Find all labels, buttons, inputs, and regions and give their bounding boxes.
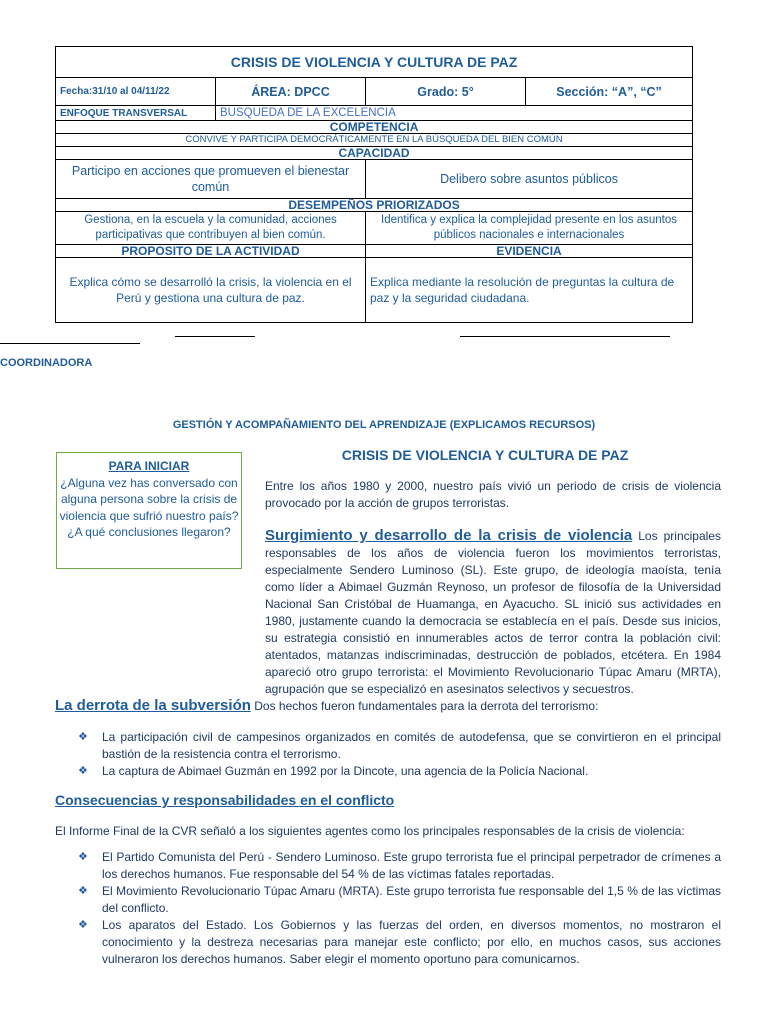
diamond-bullet-icon: ❖: [78, 851, 88, 863]
section-heading: GESTIÓN Y ACOMPAÑAMIENTO DEL APRENDIZAJE (EXPLICAMOS RECURSOS): [172, 419, 596, 431]
list-item: ❖ La participación civil de campesinos organizados en comités de autodefensa, que se convirtieron en el principal bastión de la resistencia contra el terrorismo.: [78, 730, 721, 761]
signature-line-left: [0, 343, 140, 344]
proposito-label: PROPOSITO DE LA ACTIVIDAD: [56, 245, 366, 258]
fecha-cell: Fecha:31/10 al 04/11/22: [56, 78, 216, 106]
consecuencias-intro: El Informe Final de la CVR señaló a los siguientes agentes como los principales responsables de la crisis de violencia:: [55, 824, 685, 838]
evidencia-label: EVIDENCIA: [366, 245, 693, 258]
list-item: ❖ El Partido Comunista del Perú - Sendero Luminoso. Este grupo terrorista fue el principal perpetrador de crímenes a los derechos humanos. Fue responsable del 54 % de las víctimas fatales reportadas.: [78, 850, 721, 881]
grado-cell: Grado: 5°: [366, 78, 526, 106]
enfoque-value: BUSQUEDA DE LA EXCELENCIA: [216, 106, 693, 121]
diamond-bullet-icon: ❖: [78, 731, 88, 743]
list-item: ❖ El Movimiento Revolucionario Túpac Amaru (MRTA). Este grupo terrorista fue responsable del 1,5 % de las víctimas del conflicto.: [78, 884, 721, 915]
capacidad-2: Delibero sobre asuntos públicos: [366, 160, 693, 199]
derrota-list: [55, 729, 721, 780]
agentes-list: [55, 849, 721, 968]
area-cell: ÁREA: DPCC: [216, 78, 366, 106]
intro-paragraph: Entre los años 1980 y 2000, nuestro país vivió un periodo de crisis de violencia provocado por la acción de grupos terroristas.: [265, 479, 721, 510]
surgimiento-title: Surgimiento y desarrollo de la crisis de violencia: [265, 527, 633, 544]
capacidad-1: Participo en acciones que promueven el bienestar común: [56, 160, 366, 199]
surgimiento-text: Los principales responsables de los años de violencia fueron los movimientos terroristas, especialmente Sendero Luminoso (SL). Este grupo, de ideología maoísta, tenía como líder a Abimael Guzmán Reynoso, un profesor de filosofía de la Universidad Nacional San Cristóbal de Huamanga, en Ayacucho. SL inició sus actividades en 1980, justamente cuando la democracia se establecía en el país. Desde sus inicios, su estrategia consistió en innumerables actos de terror contra la población civil: atentados, matanzas indiscriminadas, destrucción de poblados, etcétera. En 1984 apareció otro grupo terrorista: el Movimiento Revolucionario Túpac Amaru (MRTA), agrupación que se especializó en asesinatos selectivos y secuestros.: [265, 529, 721, 696]
diamond-bullet-icon: ❖: [78, 765, 88, 777]
para-iniciar-question: ¿Alguna vez has conversado con alguna persona sobre la crisis de violencia que sufrió nuestro país? ¿A qué conclusiones llegaron?: [59, 475, 239, 539]
derrota-text: Dos hechos fueron fundamentales para la derrota del terrorismo:: [250, 699, 599, 713]
capacidad-label: CAPACIDAD: [56, 147, 693, 160]
activity-info-table: [55, 46, 693, 323]
surgimiento-paragraph: [55, 527, 721, 698]
diamond-bullet-icon: ❖: [78, 919, 88, 931]
para-iniciar-heading: PARA INICIAR: [108, 459, 190, 473]
evidencia-value: Explica mediante la resolución de preguntas la cultura de paz y la seguridad ciudadana.: [366, 258, 693, 323]
list-item: ❖ Los aparatos del Estado. Los Gobiernos y las fuerzas del orden, en diversos momentos, no mostraron el conocimiento y la destreza necesarias para manejar este conflicto; por ello, en muchos casos, sus acciones vulneraron los derechos humanos. Saber elegir el momento oportuno para comunicarnos.: [78, 918, 721, 966]
diamond-bullet-icon: ❖: [78, 885, 88, 897]
desempeno-1: Gestiona, en la escuela y la comunidad, acciones participativas que contribuyen al bien común.: [56, 212, 366, 245]
list-item: ❖ La captura de Abimael Guzmán en 1992 por la Dincote, una agencia de la Policía Nacional.: [78, 764, 589, 778]
proposito-value: Explica cómo se desarrolló la crisis, la violencia en el Perú y gestiona una cultura de paz.: [56, 258, 366, 323]
desempeno-2: Identifica y explica la complejidad presente en los asuntos públicos nacionales e internacionales: [366, 212, 693, 245]
seccion-cell: Sección: “A”, “C”: [526, 78, 693, 106]
desempenos-label: DESEMPEÑOS PRIORIZADOS: [56, 199, 693, 212]
consecuencias-title: Consecuencias y responsabilidades en el conflicto: [55, 792, 395, 808]
table-title: CRISIS DE VIOLENCIA Y CULTURA DE PAZ: [56, 47, 693, 78]
signature-line-right: [460, 336, 670, 337]
enfoque-label: ENFOQUE TRANSVERSAL: [56, 106, 216, 121]
signature-line-middle: [175, 336, 255, 337]
coordinadora-label: COORDINADORA: [0, 357, 93, 369]
competencia-label: COMPETENCIA: [56, 121, 693, 134]
article-title: CRISIS DE VIOLENCIA Y CULTURA DE PAZ: [341, 447, 629, 463]
derrota-title: La derrota de la subversión: [55, 697, 251, 714]
competencia-value: CONVIVE Y PARTICIPA DEMOCRÁTICAMENTE EN LA BÚSQUEDA DEL BIEN COMÚN: [56, 134, 693, 147]
derrota-paragraph: [55, 697, 721, 715]
